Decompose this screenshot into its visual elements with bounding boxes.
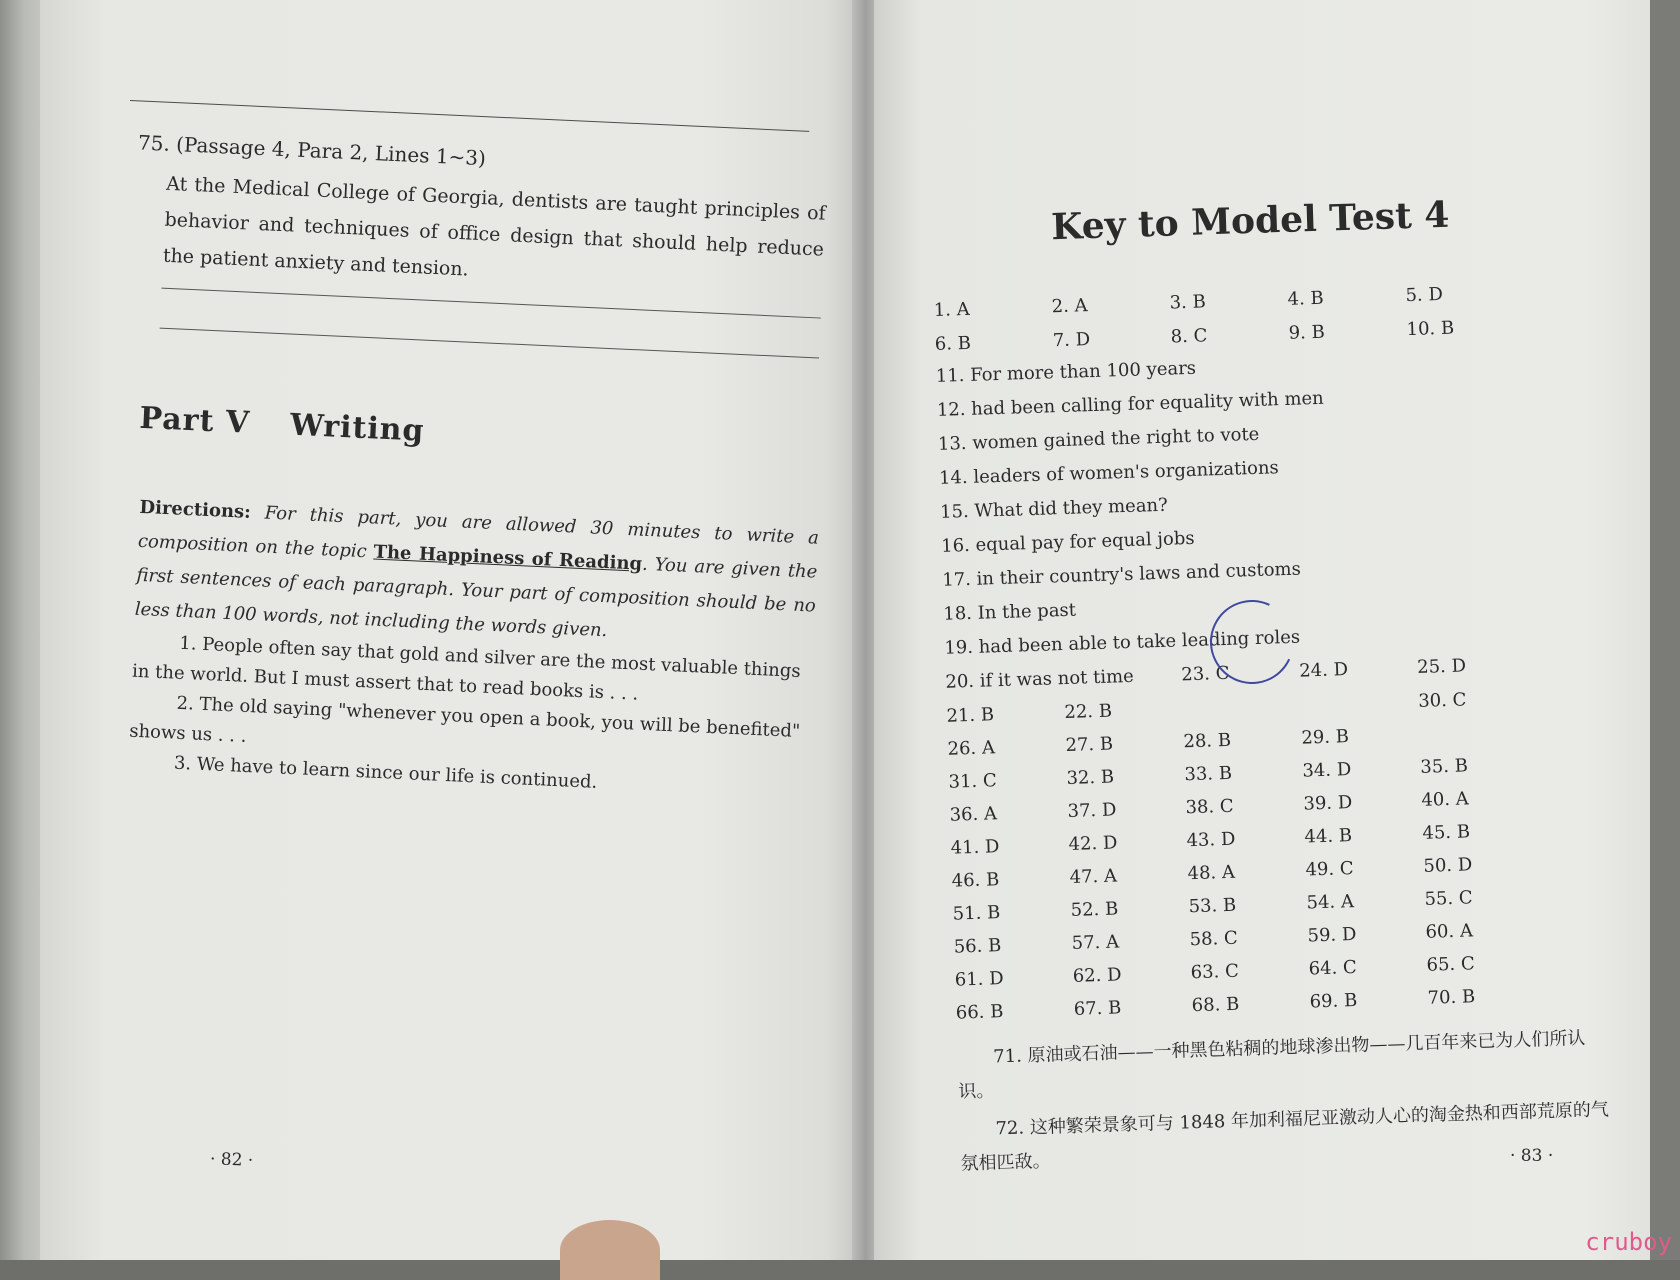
answer: 9. B: [1288, 321, 1326, 344]
answer: 64. C: [1308, 956, 1358, 980]
answer: 19. had been able to take leading roles: [944, 626, 1301, 659]
answer: 55. C: [1424, 887, 1473, 910]
answer: 45. B: [1422, 821, 1471, 844]
answer: 1. A: [933, 298, 971, 321]
answer: 20. if it was not time: [945, 665, 1135, 693]
answer: 28. B: [1183, 729, 1232, 753]
question-75-heading: 75. (Passage 4, Para 2, Lines 1~3): [137, 130, 487, 171]
answer: 2. A: [1051, 295, 1088, 318]
answer: 53. B: [1188, 894, 1237, 918]
answer: 37. D: [1067, 799, 1117, 822]
answer: 23. C: [1181, 662, 1230, 686]
answer: 10. B: [1406, 317, 1455, 341]
part-name: Writing: [289, 407, 426, 449]
directions-text: . You are given the first sentences of each paragraph. Your part of composition should be no less than 100 words, not including the words given.: [134, 553, 818, 642]
answer: 68. B: [1191, 993, 1240, 1017]
answer: 65. C: [1426, 953, 1476, 976]
answer: 56. B: [953, 935, 1002, 958]
page-number-right: · 83 ·: [1510, 1146, 1554, 1166]
answer: 31. C: [948, 770, 998, 793]
part-number: Part Ⅴ: [138, 400, 251, 441]
page-title: Key to Model Test 4: [1050, 193, 1450, 249]
answer: 62. D: [1072, 964, 1122, 987]
answer: 57. A: [1071, 931, 1120, 954]
answer: 15. What did they mean?: [939, 494, 1169, 523]
answer: 61. D: [954, 968, 1004, 991]
answer: 39. D: [1303, 792, 1353, 815]
answer: 54. A: [1306, 891, 1355, 914]
answer: 42. D: [1068, 832, 1118, 855]
answer: 63. C: [1190, 960, 1240, 984]
answer: 14. leaders of women's organizations: [938, 457, 1280, 489]
answer: 13. women gained the right to vote: [937, 423, 1260, 455]
answer: 5. D: [1405, 283, 1444, 307]
answer: 8. C: [1170, 325, 1208, 348]
translation-answer: 71. 原油或石油——一种黑色粘稠的地球渗出物——几百年来已为人们所认识。: [958, 1027, 1586, 1103]
answer: 50. D: [1423, 854, 1473, 877]
answer: 36. A: [949, 803, 998, 826]
answer: 47. A: [1069, 865, 1118, 888]
answer: 58. C: [1189, 927, 1239, 951]
answer: 51. B: [952, 902, 1001, 925]
answer: 18. In the past: [943, 599, 1077, 625]
directions-label: Directions:: [139, 496, 252, 523]
answer: 32. B: [1066, 766, 1115, 789]
answer: 46. B: [951, 869, 1000, 892]
answer: 70. B: [1427, 986, 1476, 1009]
answer: 25. D: [1416, 655, 1467, 678]
answer: 6. B: [934, 332, 972, 355]
watermark: cruboy: [1585, 1228, 1672, 1256]
answer: 40. A: [1421, 788, 1470, 811]
answer: 4. B: [1287, 287, 1325, 310]
answer: 35. B: [1420, 755, 1469, 778]
answer: 26. A: [947, 737, 996, 760]
answer: 67. B: [1073, 997, 1122, 1020]
answer: 29. B: [1301, 726, 1350, 749]
answer: 60. A: [1425, 920, 1474, 943]
page-number-left: · 82 ·: [209, 1149, 254, 1171]
answer: 33. B: [1184, 762, 1233, 786]
answer: 49. C: [1305, 858, 1354, 881]
answer: 41. D: [950, 836, 1000, 859]
answer: 24. D: [1298, 659, 1349, 682]
answer: 30. C: [1417, 689, 1467, 712]
answer: 69. B: [1309, 989, 1358, 1013]
directions-text: For this part, you are allowed 30 minutes to write a composition on the topic: [137, 502, 820, 563]
answer: 66. B: [955, 1001, 1004, 1024]
question-75-text: At the Medical College of Georgia, dentists are taught principles of behavior and techniques of office design that should help reduce the patient anxiety and tension.: [162, 172, 827, 281]
answer: 48. A: [1187, 861, 1236, 885]
translation-answer: 72. 这种繁荣景象可与 1848 年加利福尼亚激动人心的淘金热和西部荒原的气氛相匹敌。: [960, 1099, 1610, 1175]
answer: 7. D: [1052, 329, 1091, 352]
answer: 34. D: [1302, 759, 1352, 782]
writing-sentence: 2. The old saying "whenever you open a book, you will be benefited" shows us . . .: [128, 692, 801, 747]
answer: 52. B: [1070, 898, 1119, 921]
answer: 12. had been calling for equality with men: [936, 387, 1325, 421]
writing-sentence: 3. We have to learn since our life is continued.: [173, 752, 598, 793]
answer: 3. B: [1169, 291, 1207, 314]
answer: 59. D: [1307, 923, 1357, 947]
answer: 44. B: [1304, 825, 1353, 848]
writing-sentence: 1. People often say that gold and silver are the most valuable things in the world. But I must assert that to read books is . . .: [131, 632, 802, 705]
answer: 17. in their country's laws and customs: [941, 558, 1302, 591]
composition-topic: The Happiness of Reading: [373, 541, 643, 575]
answer: 38. C: [1185, 795, 1234, 819]
answer: 43. D: [1186, 828, 1236, 852]
finger: [560, 1220, 660, 1280]
answer: 22. B: [1064, 700, 1113, 724]
answer: 27. B: [1065, 733, 1114, 757]
answer: 16. equal pay for equal jobs: [940, 527, 1195, 557]
background-edge: [1650, 0, 1680, 1260]
answer: 21. B: [946, 704, 995, 727]
answer: 11. For more than 100 years: [935, 357, 1197, 387]
